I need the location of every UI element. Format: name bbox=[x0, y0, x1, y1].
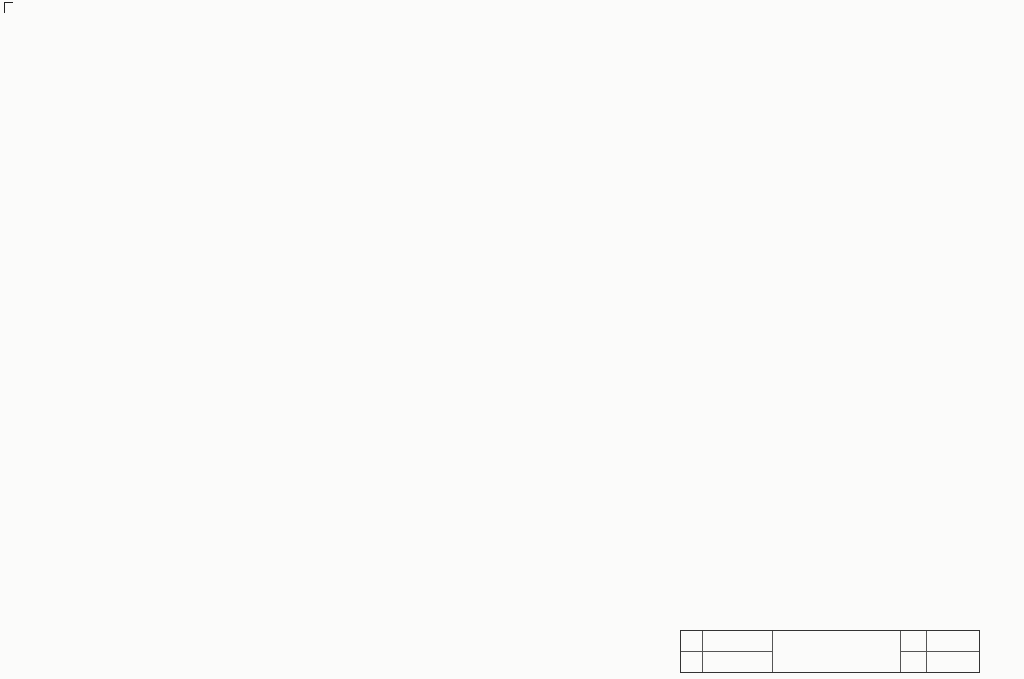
note-line bbox=[536, 226, 976, 245]
note-line bbox=[536, 526, 976, 545]
note-line bbox=[82, 176, 522, 195]
title-block-drawing-title bbox=[773, 631, 901, 652]
note-line bbox=[536, 566, 976, 585]
note-line bbox=[82, 364, 522, 383]
note-line bbox=[82, 609, 522, 628]
note-line bbox=[82, 139, 522, 158]
note-line bbox=[82, 158, 522, 177]
note-line bbox=[536, 146, 976, 165]
note-line bbox=[536, 26, 976, 45]
note-line bbox=[536, 326, 976, 345]
note-line bbox=[536, 486, 976, 505]
title-block-reviewer-sign bbox=[703, 631, 773, 652]
title-block-drawing-subtitle bbox=[773, 652, 901, 672]
note-line bbox=[82, 82, 522, 101]
note-line bbox=[82, 534, 522, 553]
title-block-date-label bbox=[901, 652, 927, 672]
title-block-drawing-no-value bbox=[927, 631, 979, 652]
note-line bbox=[82, 346, 522, 365]
note-line bbox=[536, 506, 976, 525]
note-line bbox=[82, 214, 522, 233]
corner-crop-mark bbox=[4, 2, 13, 13]
note-line bbox=[82, 252, 522, 271]
note-line bbox=[536, 366, 976, 385]
note-line bbox=[82, 477, 522, 496]
note-line bbox=[536, 66, 976, 85]
note-line bbox=[82, 233, 522, 252]
note-line bbox=[536, 266, 976, 285]
note-line bbox=[536, 406, 976, 425]
note-line bbox=[82, 64, 522, 83]
note-line bbox=[82, 270, 522, 289]
note-line bbox=[82, 440, 522, 459]
note-line bbox=[536, 106, 976, 125]
note-line bbox=[82, 120, 522, 139]
note-line bbox=[82, 327, 522, 346]
note-line bbox=[82, 195, 522, 214]
note-line bbox=[82, 45, 522, 64]
note-line bbox=[536, 306, 976, 325]
note-line bbox=[536, 246, 976, 265]
note-line bbox=[82, 289, 522, 308]
note-line bbox=[536, 206, 976, 225]
title-block-reviewer-label bbox=[681, 631, 703, 652]
note-line bbox=[536, 286, 976, 305]
note-line bbox=[82, 402, 522, 421]
title-block-date-value bbox=[927, 652, 979, 672]
note-line bbox=[536, 126, 976, 145]
note-line bbox=[82, 590, 522, 609]
note-line bbox=[536, 446, 976, 465]
note-line bbox=[536, 346, 976, 365]
section-heading bbox=[552, 186, 992, 205]
note-line bbox=[82, 383, 522, 402]
note-line bbox=[536, 386, 976, 405]
section-heading bbox=[98, 26, 538, 45]
note-line bbox=[536, 86, 976, 105]
note-line bbox=[82, 101, 522, 120]
note-line bbox=[82, 308, 522, 327]
note-line bbox=[536, 166, 976, 185]
note-line bbox=[536, 46, 976, 65]
title-block-drawing-no-label bbox=[901, 631, 927, 652]
note-line bbox=[82, 515, 522, 534]
note-line bbox=[536, 606, 976, 625]
note-line bbox=[82, 421, 522, 440]
note-line bbox=[536, 466, 976, 485]
section-heading bbox=[98, 458, 538, 477]
note-line bbox=[82, 552, 522, 571]
note-line bbox=[82, 496, 522, 515]
section-heading bbox=[552, 426, 992, 445]
title-block-designer-sign bbox=[703, 652, 773, 672]
title-block-designer-label bbox=[681, 652, 703, 672]
title-block bbox=[680, 630, 980, 673]
note-line bbox=[536, 546, 976, 565]
section-heading bbox=[552, 586, 992, 605]
section-heading bbox=[98, 571, 538, 590]
